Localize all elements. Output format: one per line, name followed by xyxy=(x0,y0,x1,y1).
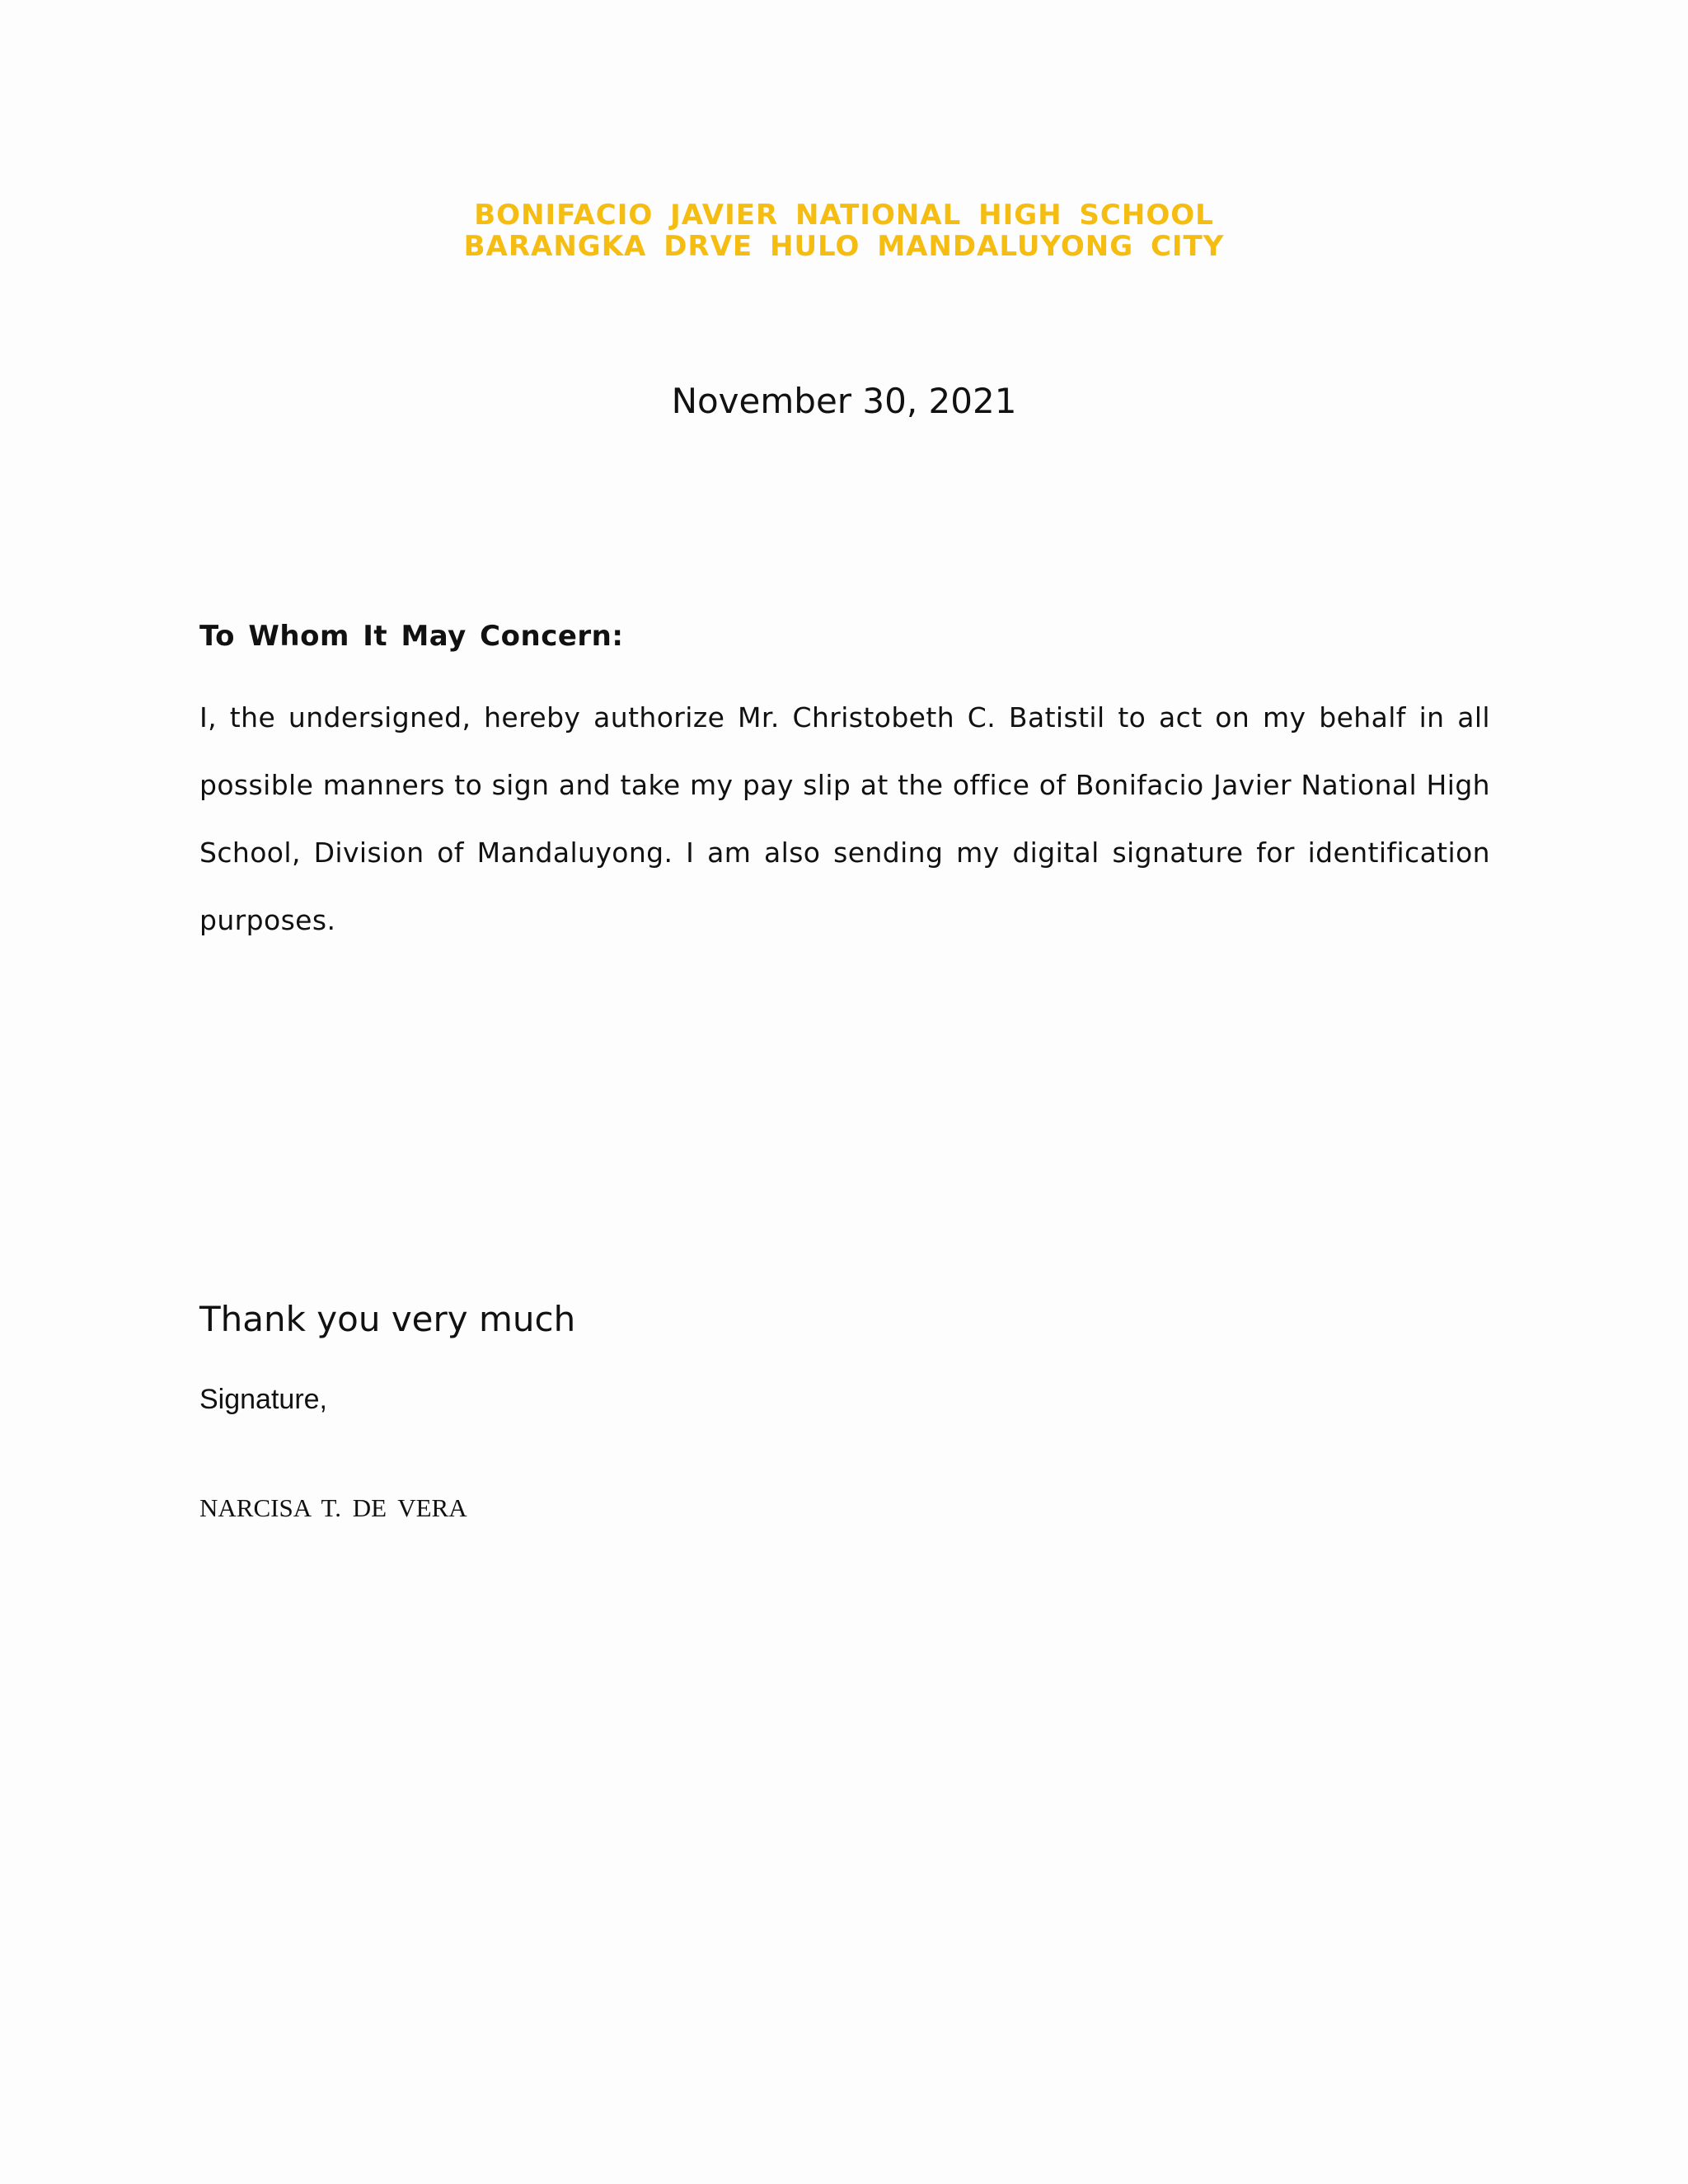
school-letterhead xyxy=(0,199,1688,262)
school-address: BARANGKA DRVE HULO MANDALUYONG CITY xyxy=(463,230,1225,263)
letter-date: November 30, 2021 xyxy=(671,381,1017,421)
signatory-name: NARCISA T. DE VERA xyxy=(199,1493,467,1522)
school-name: BONIFACIO JAVIER NATIONAL HIGH SCHOOL xyxy=(474,199,1214,232)
signature-label: Signature, xyxy=(199,1384,327,1415)
salutation: To Whom It May Concern: xyxy=(199,620,624,653)
closing-line: Thank you very much xyxy=(199,1299,576,1339)
letter-body: I, the undersigned, hereby authorize Mr. Christobeth C. Batistil to act on my behalf in all possible manners to sign and take my pay slip at the office of Bonifacio Javier National High School, Division of Mandaluyong. I am also sending my digital signature for identification purposes. xyxy=(199,701,1490,936)
